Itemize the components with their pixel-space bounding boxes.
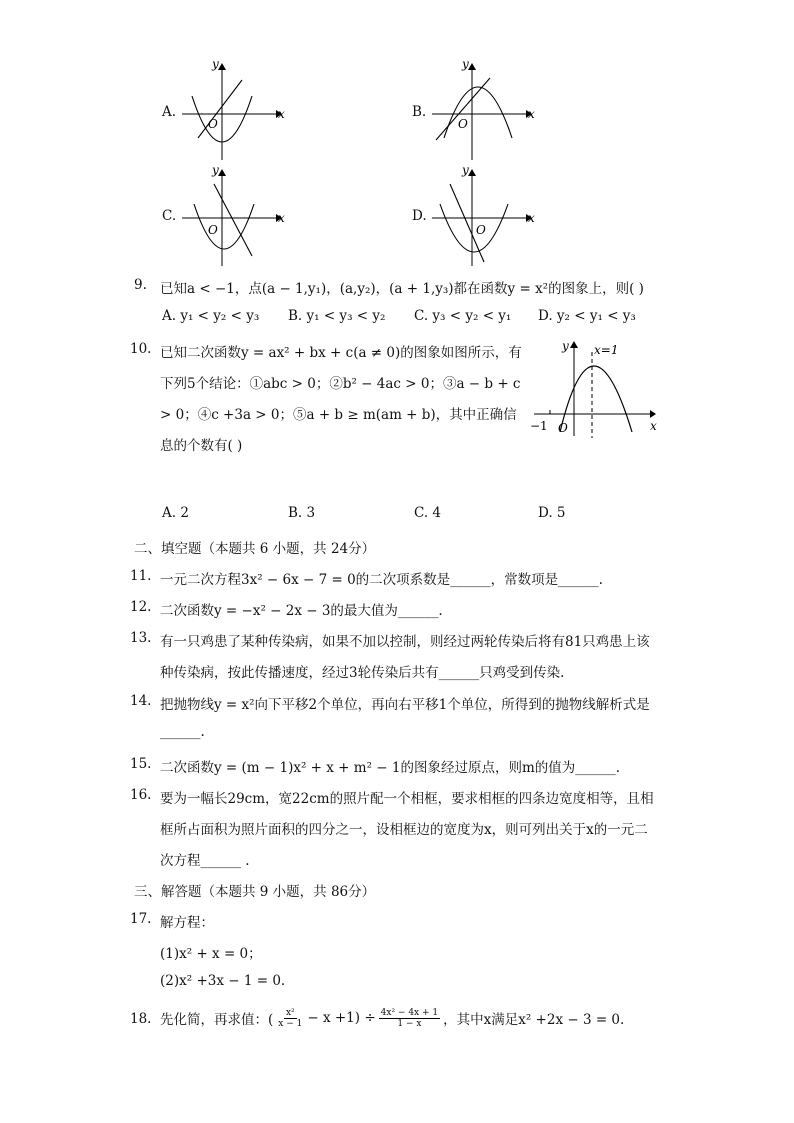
q18-pre: 先化简，再求值：( [160, 1012, 274, 1028]
q18-frac1-num: x² [285, 1007, 295, 1018]
q10-fig-x: x [650, 419, 657, 433]
q9-option-c: C. y₃ < y₂ < y₁ [414, 308, 512, 324]
q14-line-1: 把抛物线y = x²向下平移2个单位，再向右平移1个单位，所得到的抛物线解析式是 [160, 697, 650, 713]
q16-line-2: 框所占面积为照片面积的四分之一，设相框边的宽度为x，则可列出关于x的一元二 [160, 822, 648, 838]
q10-option-c: C. 4 [414, 505, 442, 521]
q9-text: 已知a < −1，点(a − 1,y₁)，(a,y₂)，(a + 1,y₃)都在函数y = x²的图象上，则( ) [160, 281, 644, 297]
graph-d-y: y [462, 164, 469, 177]
q11-number: 11. [130, 568, 152, 584]
q10-line-4: 息的个数有( ) [160, 438, 243, 454]
graph-d [430, 164, 540, 268]
option-b-label: B. [412, 104, 427, 120]
graph-a-o: O [208, 117, 218, 131]
graph-a-y: y [212, 58, 219, 71]
graph-c-o: O [208, 223, 218, 237]
q11-text: 一元二次方程3x² − 6x − 7 = 0的二次项系数是______，常数项是______. [160, 572, 603, 588]
q18-frac2-num: 4x² − 4x + 1 [380, 1007, 439, 1018]
graph-b [430, 58, 540, 162]
q10-number: 10. [130, 341, 152, 357]
graph-a-x: x [278, 107, 285, 121]
q17-item-1: (1)x² + x = 0； [160, 946, 262, 962]
q15-text: 二次函数y = (m − 1)x² + x + m² − 1的图象经过原点，则m的值为______. [160, 760, 621, 776]
option-d-label: D. [412, 208, 427, 224]
q17-title: 解方程： [160, 915, 214, 931]
q10-fig-o: O [558, 421, 568, 435]
q10-fig-neg-one: −1 [530, 419, 548, 433]
q13-line-1: 有一只鸡患了某种传染病，如果不加以控制，则经过两轮传染后将有81只鸡患上该 [160, 634, 650, 650]
q16-line-1: 要为一幅长29cm，宽22cm的照片配一个相框，要求相框的四条边宽度相等，且相 [160, 791, 654, 807]
q18-frac1-den: x − 1 [278, 1018, 303, 1029]
q10-option-b: B. 3 [288, 505, 316, 521]
q18-frac2-den: 1 − x [397, 1018, 422, 1029]
q10-option-a: A. 2 [162, 505, 189, 521]
section-3-heading: 三、解答题（本题共 9 小题，共 86分） [134, 884, 376, 900]
q9-option-a: A. y₁ < y₂ < y₃ [162, 308, 260, 324]
q17-item-2: (2)x² +3x − 1 = 0. [160, 973, 286, 989]
q18-fraction-2 [379, 1008, 440, 1029]
q10-line-3: > 0；④c +3a > 0；⑤a + b ≥ m(am + b)，其中正确信 [160, 407, 517, 423]
option-c-label: C. [162, 208, 177, 224]
q16-number: 16. [130, 787, 152, 803]
graph-b-x: x [528, 107, 535, 121]
q10-fig-axis-label: x=1 [594, 343, 619, 357]
graph-c [180, 164, 290, 268]
section-2-heading: 二、填空题（本题共 6 小题，共 24分） [134, 541, 376, 557]
q9-number: 9. [134, 277, 147, 293]
q18-expression [160, 1000, 624, 1036]
q14-line-2: ______. [160, 724, 205, 740]
q13-line-2: 种传染病，按此传播速度，经过3轮传染后共有______只鸡受到传染. [160, 665, 565, 681]
q10-option-d: D. 5 [538, 505, 566, 521]
q14-number: 14. [130, 693, 152, 709]
q12-text: 二次函数y = −x² − 2x − 3的最大值为______. [160, 603, 443, 619]
graph-b-y: y [462, 58, 469, 71]
q18-mid: − x +1) ÷ [307, 1010, 376, 1026]
q18-number: 18. [130, 1011, 152, 1027]
graph-d-o: O [476, 223, 486, 237]
graph-b-o: O [458, 117, 468, 131]
graph-c-y: y [212, 164, 219, 177]
q17-number: 17. [130, 911, 152, 927]
q16-line-3: 次方程______ . [160, 853, 250, 869]
graph-d-x: x [528, 211, 535, 225]
q18-post: ，其中x满足x² +2x − 3 = 0. [443, 1012, 625, 1028]
q15-number: 15. [130, 756, 152, 772]
option-a-label: A. [162, 104, 177, 120]
q10-line-2: 下列5个结论：①abc > 0；②b² − 4ac > 0；③a − b + c [160, 376, 521, 392]
q10-fig-y: y [562, 339, 569, 353]
graph-c-x: x [278, 211, 285, 225]
q10-figure [522, 336, 662, 440]
q12-number: 12. [130, 599, 152, 615]
q10-line-1: 已知二次函数y = ax² + bx + c(a ≠ 0)的图象如图所示，有 [160, 345, 522, 361]
graph-a [180, 58, 290, 162]
q9-option-d: D. y₂ < y₁ < y₃ [538, 308, 636, 324]
q13-number: 13. [130, 630, 152, 646]
q9-option-b: B. y₁ < y₃ < y₂ [288, 308, 386, 324]
q18-fraction-1 [276, 1008, 304, 1029]
